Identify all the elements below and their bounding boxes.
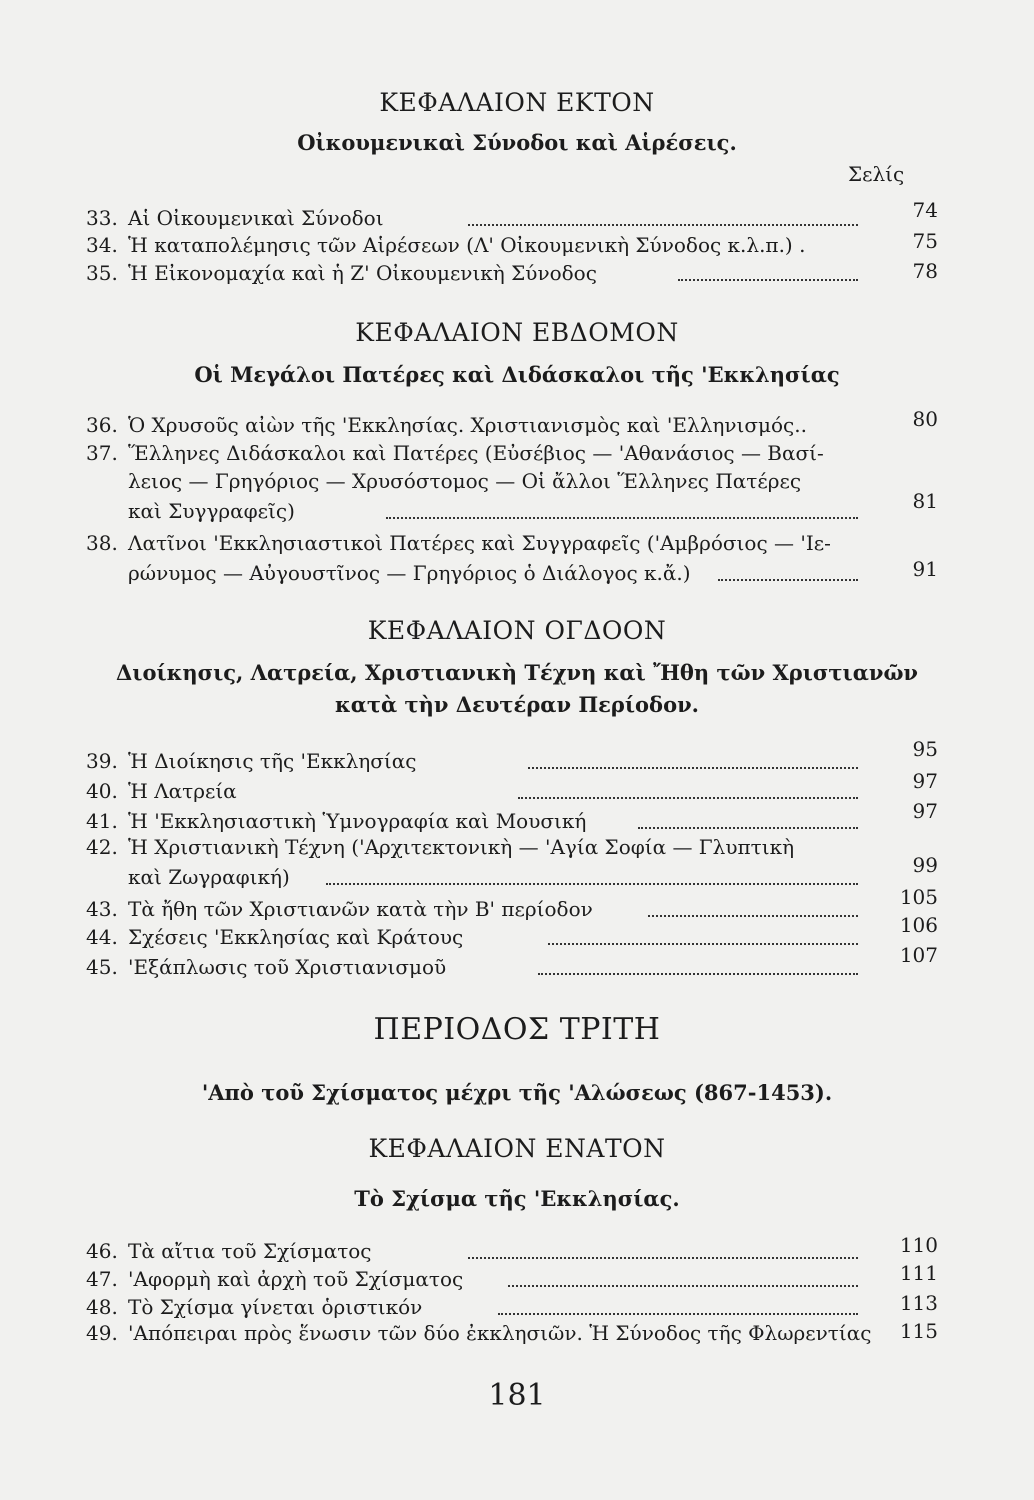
dot-leader: [468, 198, 858, 226]
entry-page: 107: [899, 943, 938, 967]
entry-page: 110: [899, 1233, 938, 1257]
entry-title-line-2: καὶ Ζωγραφική): [128, 865, 290, 889]
entry-title-line-2: λειος — Γρηγόριος — Χρυσόστομος — Οἱ ἄλλοι Ἕλληνες Πατέρες: [128, 469, 802, 493]
entry-title-line-1: Ἕλληνες Διδάσκαλοι καὶ Πατέρες (Εὐσέβιος — 'Αθανάσιος — Βασί-: [128, 441, 824, 465]
chapter-7-subtitle: Οἱ Μεγάλοι Πατέρες καὶ Διδάσκαλοι τῆς 'Εκκλησίας: [194, 362, 840, 387]
entry-page: 80: [912, 407, 938, 431]
dot-leader: [468, 1231, 858, 1259]
entry-title: 'Εξάπλωσις τοῦ Χριστιανισμοῦ: [128, 955, 447, 979]
entry-title: Τὰ ἤθη τῶν Χριστιανῶν κατὰ τὴν Β' περίοδον: [128, 897, 593, 921]
entry-number: 48.: [86, 1295, 118, 1319]
entry-page: 115: [899, 1319, 938, 1343]
entry-title: Ἡ Λατρεία: [128, 779, 237, 803]
entry-title: Σχέσεις 'Εκκλησίας καὶ Κράτους: [128, 925, 464, 949]
entry-page: 97: [912, 769, 938, 793]
dot-leader: [638, 801, 858, 829]
entry-title: Ἡ Εἰκονομαχία καὶ ἡ Ζ' Οἰκουμενικὴ Σύνοδος: [128, 261, 597, 285]
period-3-title: ΠΕΡΙΟΔΟΣ ΤΡΙΤΗ: [373, 1012, 661, 1047]
entry-number: 44.: [86, 925, 118, 949]
dot-leader: [508, 1259, 858, 1287]
entry-page: 75: [912, 229, 938, 253]
entry-page: 74: [912, 198, 938, 222]
entry-page: 81: [912, 489, 938, 513]
entry-title: 'Αφορμὴ καὶ ἀρχὴ τοῦ Σχίσματος: [128, 1267, 464, 1291]
entry-title: Τὰ αἴτια τοῦ Σχίσματος: [128, 1239, 372, 1263]
entry-page: 97: [912, 799, 938, 823]
entry-title-line-3: καὶ Συγγραφεῖς): [128, 499, 295, 523]
entry-title: Ὁ Χρυσοῦς αἰὼν τῆς 'Εκκλησίας. Χριστιανισμὸς καὶ 'Ελληνισμός..: [128, 413, 807, 437]
entry-number: 45.: [86, 955, 118, 979]
entry-page: 95: [912, 737, 938, 761]
chapter-8-subtitle-line-1: Διοίκησις, Λατρεία, Χριστιανικὴ Τέχνη καὶ Ἤθη τῶν Χριστιανῶν: [115, 660, 919, 685]
entry-title: Ἡ Διοίκησις τῆς 'Εκκλησίας: [128, 749, 417, 773]
entry-number: 40.: [86, 779, 118, 803]
entry-page: 99: [912, 853, 938, 877]
dot-leader: [518, 771, 858, 799]
entry-number: 36.: [86, 413, 118, 437]
period-3-subtitle: 'Απὸ τοῦ Σχίσματος μέχρι τῆς 'Αλώσεως (867-1453).: [201, 1080, 833, 1105]
chapter-8-title: ΚΕΦΑΛΑΙΟΝ ΟΓΔΟΟΝ: [367, 616, 667, 645]
entry-title: 'Απόπειραι πρὸς ἕνωσιν τῶν δύο ἐκκλησιῶν. Ἡ Σύνοδος τῆς Φλωρεντίας: [128, 1321, 872, 1345]
entry-number: 43.: [86, 897, 118, 921]
entry-page: 78: [912, 259, 938, 283]
dot-leader: [528, 741, 858, 769]
entry-title-line-2: ρώνυμος — Αὐγουστῖνος — Γρηγόριος ὁ Διάλογος κ.ἄ.): [128, 561, 691, 585]
entry-number: 33.: [86, 206, 118, 230]
entry-number: 34.: [86, 233, 118, 257]
page-number: 181: [488, 1378, 546, 1413]
entry-title: Τὸ Σχίσμα γίνεται ὁριστικόν: [128, 1295, 423, 1319]
entry-number: 35.: [86, 261, 118, 285]
entry-number: 49.: [86, 1321, 118, 1345]
entry-number: 37.: [86, 441, 118, 465]
entry-page: 105: [899, 885, 938, 909]
entry-title: Αἱ Οἰκουμενικαὶ Σύνοδοι: [128, 206, 384, 230]
entry-number: 46.: [86, 1239, 118, 1263]
chapter-9-subtitle: Τὸ Σχίσμα τῆς 'Εκκλησίας.: [354, 1186, 680, 1211]
dot-leader: [678, 253, 858, 281]
dot-leader: [548, 917, 858, 945]
entry-number: 38.: [86, 531, 118, 555]
chapter-6-subtitle: Οἰκουμενικαὶ Σύνοδοι καὶ Αἱρέσεις.: [297, 130, 737, 155]
entry-number: 41.: [86, 809, 118, 833]
entry-page: 113: [899, 1291, 938, 1315]
dot-leader: [326, 857, 858, 885]
entry-number: 47.: [86, 1267, 118, 1291]
chapter-8-subtitle-line-2: κατὰ τὴν Δευτέραν Περίοδον.: [335, 692, 699, 717]
entry-page: 106: [899, 913, 938, 937]
chapter-9-title: ΚΕΦΑΛΑΙΟΝ ΕΝΑΤΟΝ: [368, 1134, 666, 1163]
chapter-6-title: ΚΕΦΑΛΑΙΟΝ ΕΚΤΟΝ: [379, 88, 655, 117]
entry-page: 111: [899, 1261, 938, 1285]
dot-leader: [648, 889, 858, 917]
chapter-7-title: ΚΕΦΑΛΑΙΟΝ ΕΒΔΟΜΟΝ: [355, 318, 679, 347]
dot-leader: [386, 491, 858, 519]
pages-column-label: Σελίς: [848, 162, 905, 186]
entry-page: 91: [912, 557, 938, 581]
dot-leader: [498, 1287, 858, 1315]
entry-number: 42.: [86, 835, 118, 859]
entry-title-line-1: Ἡ Χριστιανικὴ Τέχνη ('Αρχιτεκτονικὴ — 'Αγία Σοφία — Γλυπτικὴ: [128, 835, 795, 859]
entry-title: Ἡ 'Εκκλησιαστικὴ Ὑμνογραφία καὶ Μουσική: [128, 809, 587, 833]
entry-title-line-1: Λατῖνοι 'Εκκλησιαστικοὶ Πατέρες καὶ Συγγραφεῖς ('Αμβρόσιος — 'Ιε-: [128, 531, 831, 555]
entry-title: Ἡ καταπολέμησις τῶν Αἱρέσεων (Λ' Οἰκουμενικὴ Σύνοδος κ.λ.π.) .: [128, 233, 806, 257]
dot-leader: [718, 553, 858, 581]
dot-leader: [538, 947, 858, 975]
entry-number: 39.: [86, 749, 118, 773]
